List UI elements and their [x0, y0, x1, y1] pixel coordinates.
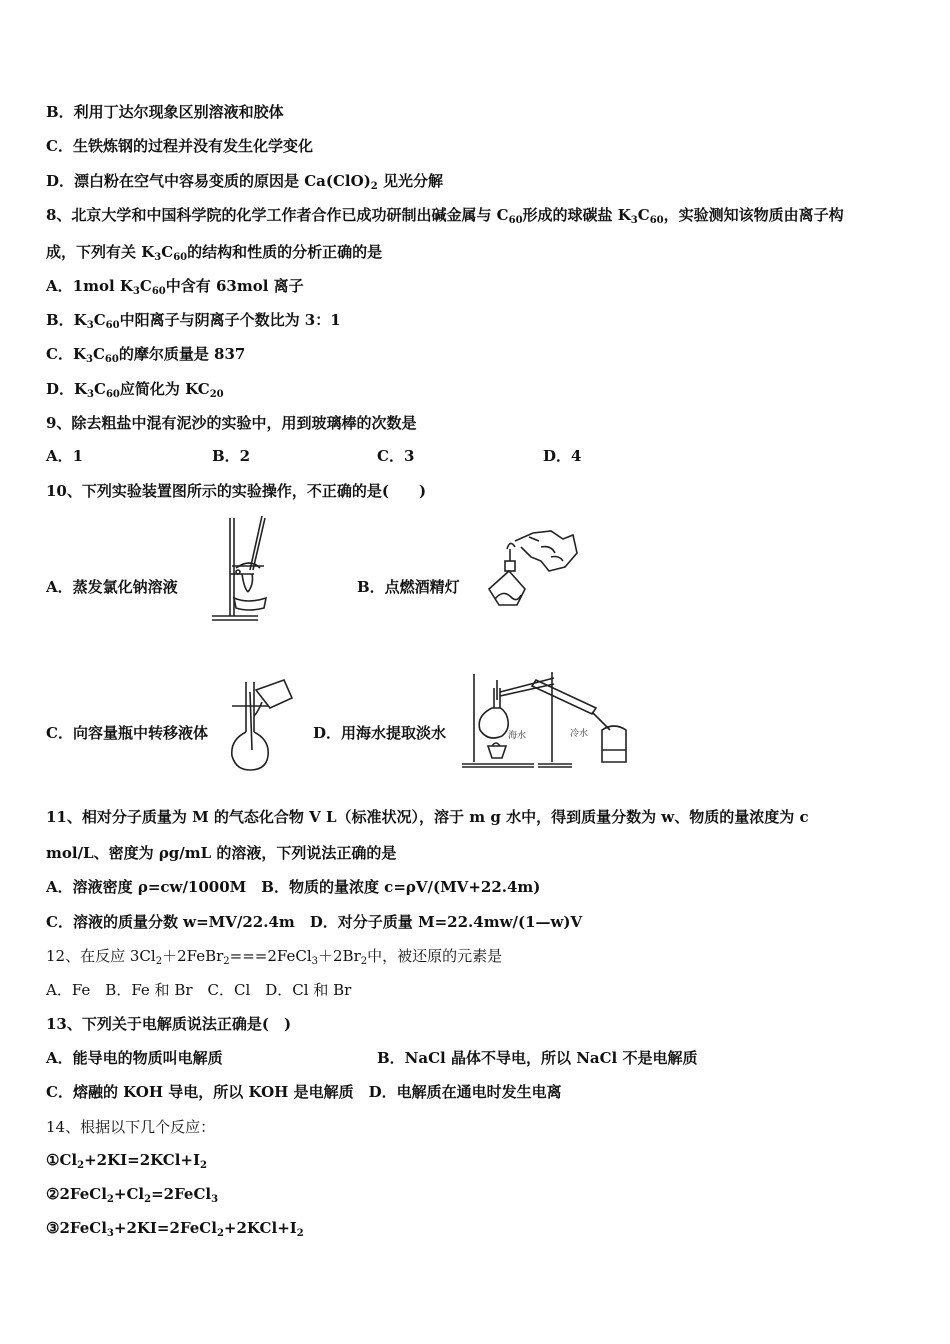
q9-stem: 9、除去粗盐中混有泥沙的实验中，用到玻璃棒的次数是: [46, 414, 417, 432]
q8-option-c: C．$K_3C_{60}$的摩尔质量是 837: [46, 345, 246, 365]
volumetric-flask-figure: [228, 676, 294, 772]
q8-option-d: D．$K_3C_{60}$应简化为 $KC_{20}$: [46, 380, 224, 400]
q9-option-d: D．4: [543, 447, 582, 465]
q8-stem-line1: 8、北京大学和中国科学院的化学工作者合作已成功研制出碱金属与 $C_{60}$形成的球碳盐 $K_3C_{60}$，实验测知该物质由离子构: [46, 206, 844, 226]
evaporation-apparatus-figure: [208, 512, 270, 624]
q10-option-d: D．用海水提取淡水: [313, 724, 447, 742]
label-seawater: 海水: [508, 731, 527, 741]
q13-option-b: B．NaCl 晶体不导电，所以 NaCl 不是电解质: [377, 1049, 698, 1067]
q11-stem-line1: 11、相对分子质量为 M 的气态化合物 V L（标准状况），溶于 m g 水中，得到质量分数为 w、物质的量浓度为 c: [46, 808, 809, 826]
q14-reaction-3: $③2FeCl_3+2KI=2FeCl_2+2KCl+I_2$: [46, 1219, 304, 1239]
q14-reaction-1: $①Cl_2+2KI=2KCl+I_2$: [46, 1151, 207, 1171]
q8-option-b: B．$K_3C_{60}$中阳离子与阴离子个数比为 3：1: [46, 311, 341, 331]
q11-options-ab: A．溶液密度 ρ=cw/1000M B．物质的量浓度 c=ρV/(MV+22.4m): [46, 878, 541, 896]
q8-option-a: A．1mol $K_3C_{60}$中含有 63mol 离子: [46, 277, 304, 297]
q11-options-cd: C．溶液的质量分数 w=MV/22.4m D．对分子质量 M=22.4mw/(1—w)V: [46, 913, 583, 931]
q12-stem: 12、在反应 $3Cl_2+2FeBr_2===2FeCl_3+2Br_2$中，被还原的元素是: [46, 947, 503, 967]
q10-stem: 10、下列实验装置图所示的实验操作，不正确的是( ): [46, 482, 427, 500]
q10-option-b: B．点燃酒精灯: [357, 578, 460, 596]
q14-reaction-2: $②2FeCl_2+Cl_2=2FeCl_3$: [46, 1185, 219, 1205]
q9-option-a: A．1: [46, 447, 84, 465]
q11-stem-line2: mol/L、密度为 ρg/mL 的溶液，下列说法正确的是: [46, 844, 397, 862]
q9-option-b: B．2: [212, 447, 251, 465]
q12-options: A．Fe B．Fe 和 Br C．Cl D．Cl 和 Br: [46, 981, 352, 999]
q13-option-a: A．能导电的物质叫电解质: [46, 1049, 223, 1067]
q10-option-c: C．向容量瓶中转移液体: [46, 724, 208, 742]
q13-options-cd: C．熔融的 KOH 导电，所以 KOH 是电解质 D．电解质在通电时发生电离: [46, 1083, 562, 1101]
alcohol-lamp-figure: [481, 527, 579, 609]
label-coldwater: 冷水: [570, 729, 589, 739]
distillation-apparatus-figure: [462, 670, 632, 770]
q8-stem-line2: 成，下列有关 $K_3C_{60}$的结构和性质的分析正确的是: [46, 243, 383, 263]
q7-option-c: C．生铁炼钢的过程并没有发生化学变化: [46, 137, 313, 155]
q13-stem: 13、下列关于电解质说法正确是( ): [46, 1015, 292, 1033]
q9-option-c: C．3: [377, 447, 415, 465]
q7-option-d: D．漂白粉在空气中容易变质的原因是 $Ca(ClO)_2$ 见光分解: [46, 172, 443, 192]
q14-stem: 14、根据以下几个反应：: [46, 1118, 216, 1136]
q10-option-a: A．蒸发氯化钠溶液: [46, 578, 178, 596]
q7-option-b: B．利用丁达尔现象区别溶液和胶体: [46, 103, 284, 121]
